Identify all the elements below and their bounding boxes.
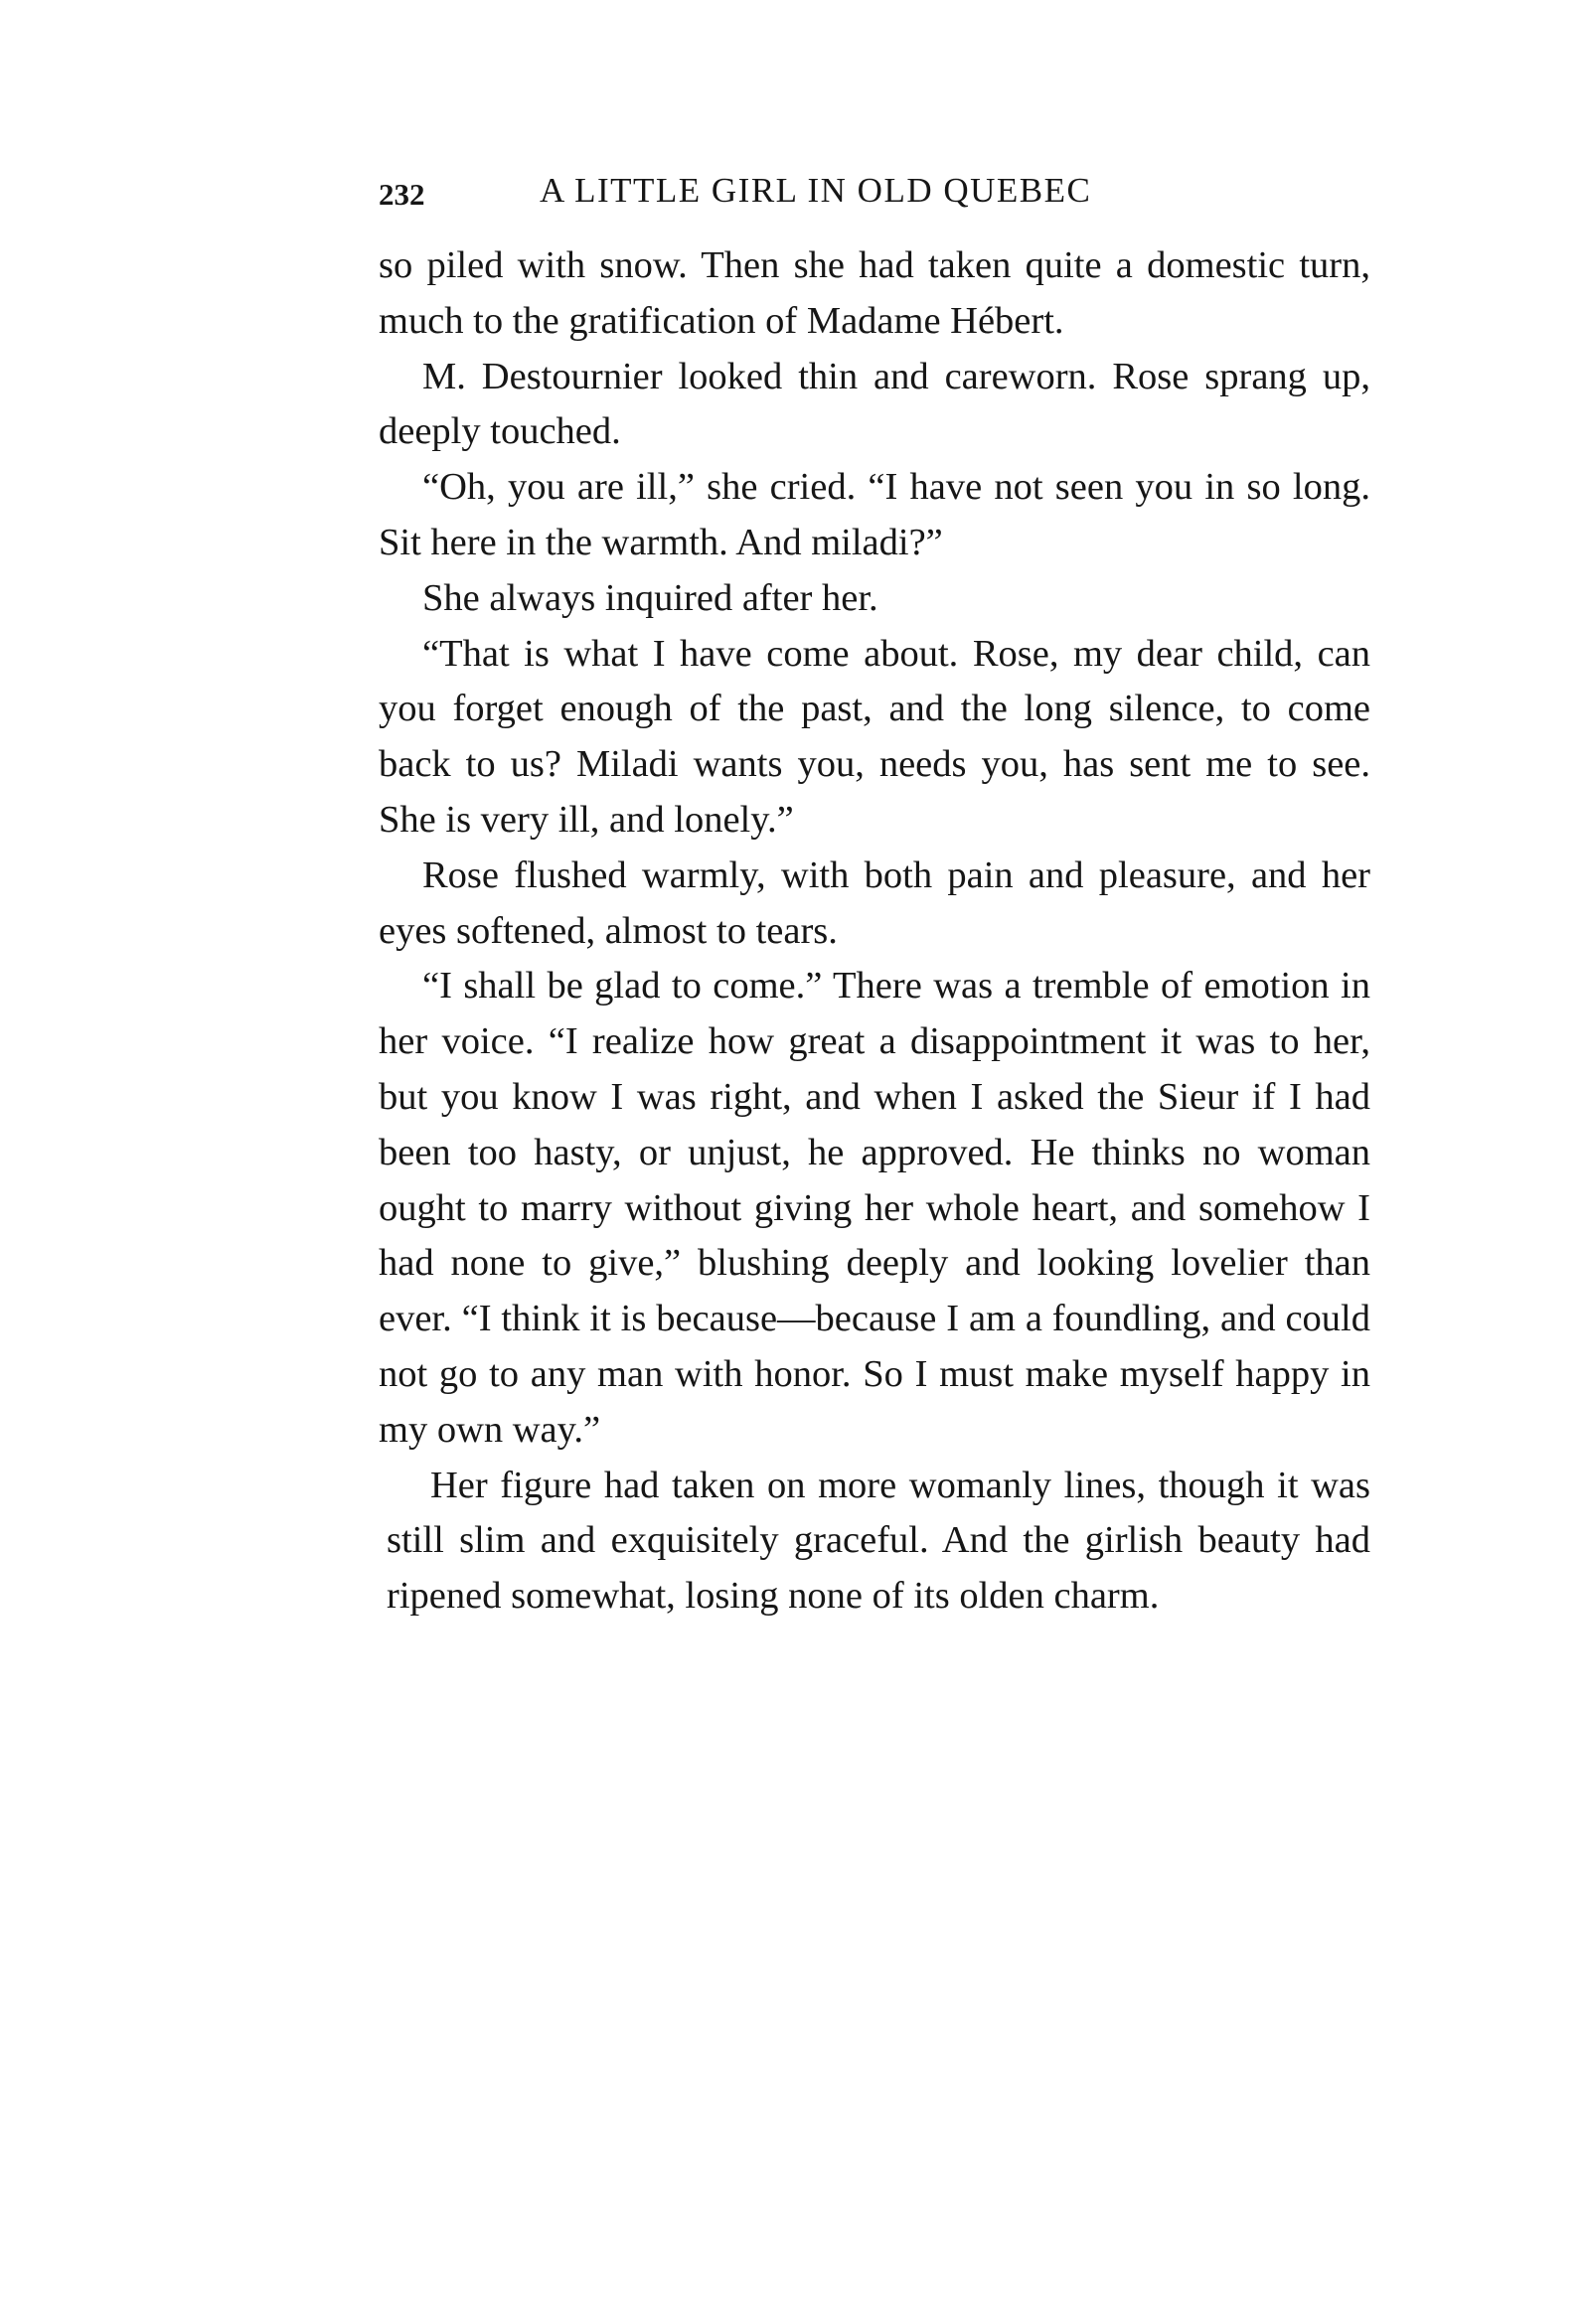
body-text xyxy=(379,238,1370,1625)
paragraph: “I shall be glad to come.” There was a tremble of emotion in her voice. “I realize how great a disappointment it was to her, but you know I was right, and when I asked the Sieur if I had been too hasty, or unjust, he approved. He thinks no woman ought to marry without giving her whole heart, and somehow I had none to give,” blushing deeply and looking lovelier than ever. “I think it is because—because I am a foundling, and could not go to any man with honor. So I must make myself happy in my own way.” xyxy=(379,965,1370,1451)
paragraph: Rose flushed warmly, with both pain and pleasure, and her eyes softened, almost to tears. xyxy=(379,853,1370,952)
paragraph: “That is what I have come about. Rose, my dear child, can you forget enough of the past, and the long silence, to come back to us? Miladi wants you, needs you, has sent me to see. She is very ill, and lonely.” xyxy=(379,632,1370,841)
page-number: 232 xyxy=(379,177,425,212)
running-title: A LITTLE GIRL IN OLD QUEBEC xyxy=(540,171,1092,210)
paragraph: Her figure had taken on more womanly lines, though it was still slim and exquisitely graceful. And the girlish beauty had ripened somewhat, losing none of its olden charm. xyxy=(387,1464,1370,1618)
paragraph: M. Destournier looked thin and careworn. Rose sprang up, deeply touched. xyxy=(379,355,1370,453)
paragraph: She always inquired after her. xyxy=(422,576,878,619)
paragraph: “Oh, you are ill,” she cried. “I have not seen you in so long. Sit here in the warmth. And miladi?” xyxy=(379,466,1370,563)
paragraph: so piled with snow. Then she had taken quite a domestic turn, much to the gratification of Madame Hébert. xyxy=(379,244,1370,342)
page-header xyxy=(379,171,1372,223)
